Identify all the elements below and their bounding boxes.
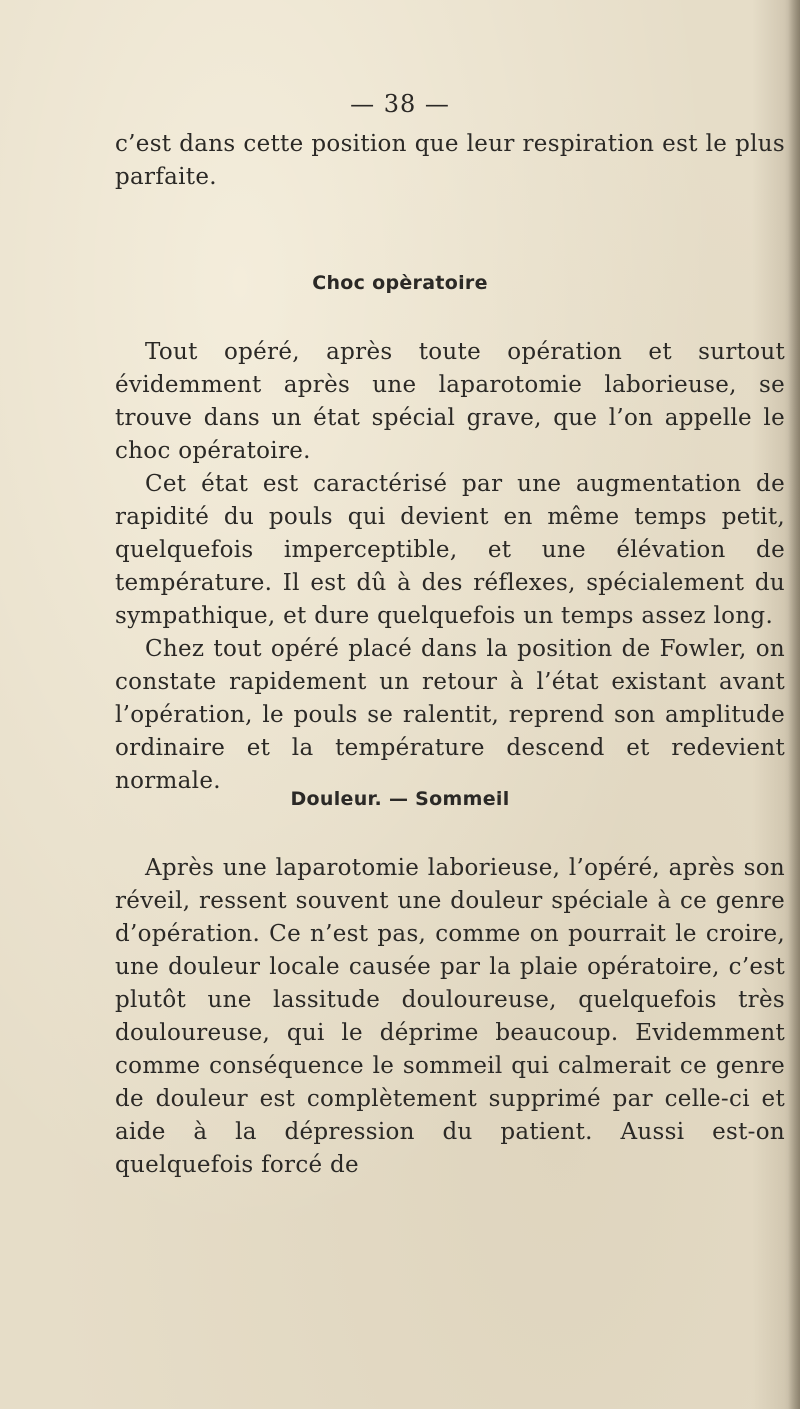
douleur-body	[115, 852, 785, 1182]
choc-paragraph-3: Chez tout opéré placé dans la position de Fowler, on constate rapidement un retour à l’état existant avant l’opération, le pouls se ralentit, reprend son amplitude ordinaire et la température descend et redevient normale.	[115, 636, 785, 794]
intro-paragraph-block	[115, 128, 785, 194]
page-edge-shadow	[788, 0, 800, 1409]
section-heading-choc: Choc opèratoire	[312, 272, 488, 294]
douleur-paragraph-1: Après une laparotomie laborieuse, l’opéré, après son réveil, ressent souvent une douleur spéciale à ce genre d’opération. Ce n’est pas, comme on pourrait le croire, une douleur locale causée par la plaie opératoire, c’est plutôt une lassitude douloureuse, quelquefois très douloureuse, qui le déprime beaucoup. Evidemment comme conséquence le sommeil qui calmerait ce genre de douleur est complètement supprimé par celle-ci et aide à la dépression du patient. Aussi est-on quelquefois forcé de	[115, 855, 785, 1178]
page-number: — 38 —	[350, 90, 450, 118]
choc-paragraph-2: Cet état est caractérisé par une augmentation de rapidité du pouls qui devient en même temps petit, quelquefois imperceptible, et une élévation de température. Il est dû à des réflexes, spécialement du sympathique, et dure quelquefois un temps assez long.	[115, 471, 785, 629]
choc-paragraph-1: Tout opéré, après toute opération et surtout évidemment après une laparotomie laborieuse, se trouve dans un état spécial grave, que l’on appelle le choc opératoire.	[115, 339, 785, 464]
intro-paragraph: c’est dans cette position que leur respiration est le plus parfaite.	[115, 131, 785, 190]
section-heading-douleur: Douleur. — Sommeil	[290, 788, 510, 810]
choc-body	[115, 336, 785, 798]
